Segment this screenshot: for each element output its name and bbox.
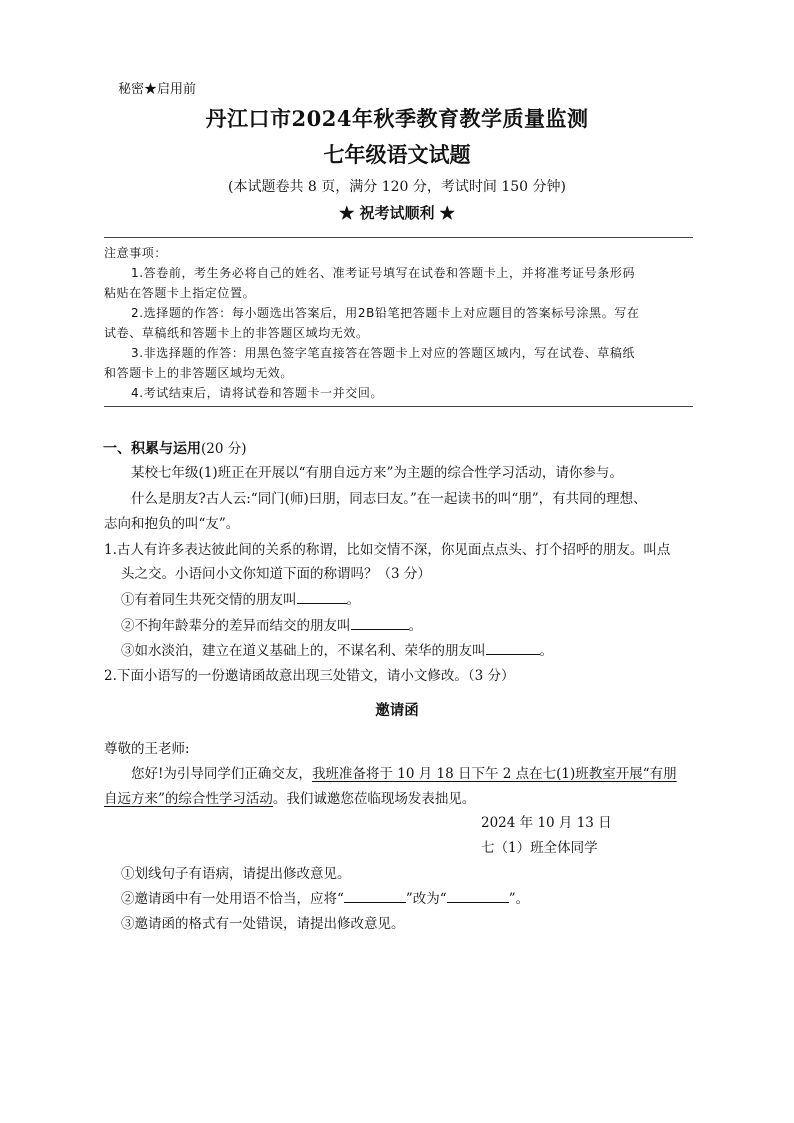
exam-subtitle: 七年级语文试题: [323, 142, 471, 167]
item-text: ①有着同生共死交情的朋友叫: [121, 592, 297, 608]
notice-line: 粘贴在答题卡上指定位置。: [104, 286, 256, 300]
answer-blank[interactable]: [297, 591, 347, 604]
section-intro: 志向和抱负的叫“友”。: [104, 516, 240, 532]
task-2-prefix: ②邀请函中有一处用语不恰当，应将“: [121, 891, 344, 907]
item-period: 。: [408, 618, 422, 634]
letter-body-start: 您好!为引导同学们正确交友，: [131, 766, 312, 782]
notice-line: 3.非选择题的作答：用黑色签字笔直接答在答题卡上对应的答题区域内，写在试卷、草稿纸: [131, 346, 636, 360]
underlined-sentence: 我班准备将于 10 月 18 日下午 2 点在七(1)班教室开展“有朋: [311, 766, 677, 782]
good-luck-line: ★ 祝考试顺利 ★: [339, 204, 455, 222]
notice-line: 试卷、草稿纸和答题卡上的非答题区域均无效。: [104, 326, 369, 340]
top-divider: [104, 237, 693, 238]
question-1-continued: 头之交。小语问小文你知道下面的称谓吗？（3 分）: [121, 566, 431, 582]
letter-body-end: 。我们诚邀您莅临现场发表拙见。: [272, 791, 476, 807]
secret-mark: 秘密★启用前: [118, 82, 197, 97]
letter-salutation: 尊敬的王老师:: [104, 741, 190, 757]
task-1: ①划线句子有语病，请提出修改意见。: [121, 866, 351, 882]
letter-title: 邀请函: [375, 703, 419, 719]
answer-blank[interactable]: [447, 890, 509, 903]
bottom-divider: [104, 406, 693, 407]
underlined-sentence: 自远方来”的综合性学习活动: [104, 791, 273, 807]
question-2: 2.下面小语写的一份邀请函故意出现三处错文，请小文修改。（3 分）: [104, 668, 515, 684]
section-points: (20 分): [201, 441, 247, 457]
task-3: ③邀请函的格式有一处错误，请提出修改意见。: [121, 916, 405, 932]
item-period: 。: [346, 592, 360, 608]
task-2-suffix: ”。: [508, 891, 530, 907]
answer-blank[interactable]: [486, 642, 540, 655]
item-period: 。: [539, 643, 553, 659]
answer-blank[interactable]: [351, 617, 409, 630]
letter-body-line: [104, 787, 475, 807]
notice-line: 1.答卷前，考生务必将自己的姓名、准考证号填写在试卷和答题卡上，并将准考证号条形码: [131, 266, 636, 280]
section-intro: 什么是朋友?古人云:“同门(师)曰朋，同志曰友。”在一起读书的叫“朋”，有共同的理想、: [131, 491, 647, 507]
section-intro: 某校七年级(1)班正在开展以“有朋自远方来”为主题的综合性学习活动，请你参与。: [131, 465, 623, 481]
notice-line: 和答题卡上的非答题区域均无效。: [104, 366, 294, 380]
item-text: ③如水淡泊，建立在道义基础上的，不谋名利、荣华的朋友叫: [121, 643, 486, 659]
question-1: 1.古人有许多表达彼此间的关系的称谓，比如交情不深，你见面点点头、打个招呼的朋友。叫点: [104, 542, 671, 558]
task-2: [121, 887, 529, 907]
section-title: 一、积累与运用: [103, 441, 201, 457]
letter-date: 2024 年 10 月 13 日: [481, 815, 612, 831]
question-1-item: [121, 614, 422, 634]
exam-info: (本试题卷共 8 页，满分 120 分，考试时间 150 分钟): [228, 179, 566, 195]
task-2-middle: ”改为“: [405, 891, 447, 907]
letter-signature: 七（1）班全体同学: [481, 840, 598, 856]
question-1-item: [121, 588, 360, 608]
answer-blank[interactable]: [344, 890, 406, 903]
item-text: ②不拘年龄辈分的差异而结交的朋友叫: [121, 618, 351, 634]
exam-title: 丹江口市2024年秋季教育教学质量监测: [205, 106, 589, 131]
question-1-item: [121, 639, 553, 659]
notice-heading: 注意事项：: [104, 246, 168, 260]
section-heading: [103, 437, 247, 458]
letter-body-line: [131, 762, 677, 782]
notice-line: 2.选择题的作答：每小题选出答案后，用2B铅笔把答题卡上对应题目的答案标号涂黑。写在: [131, 306, 640, 320]
notice-line: 4.考试结束后，请将试卷和答题卡一并交回。: [131, 386, 384, 400]
